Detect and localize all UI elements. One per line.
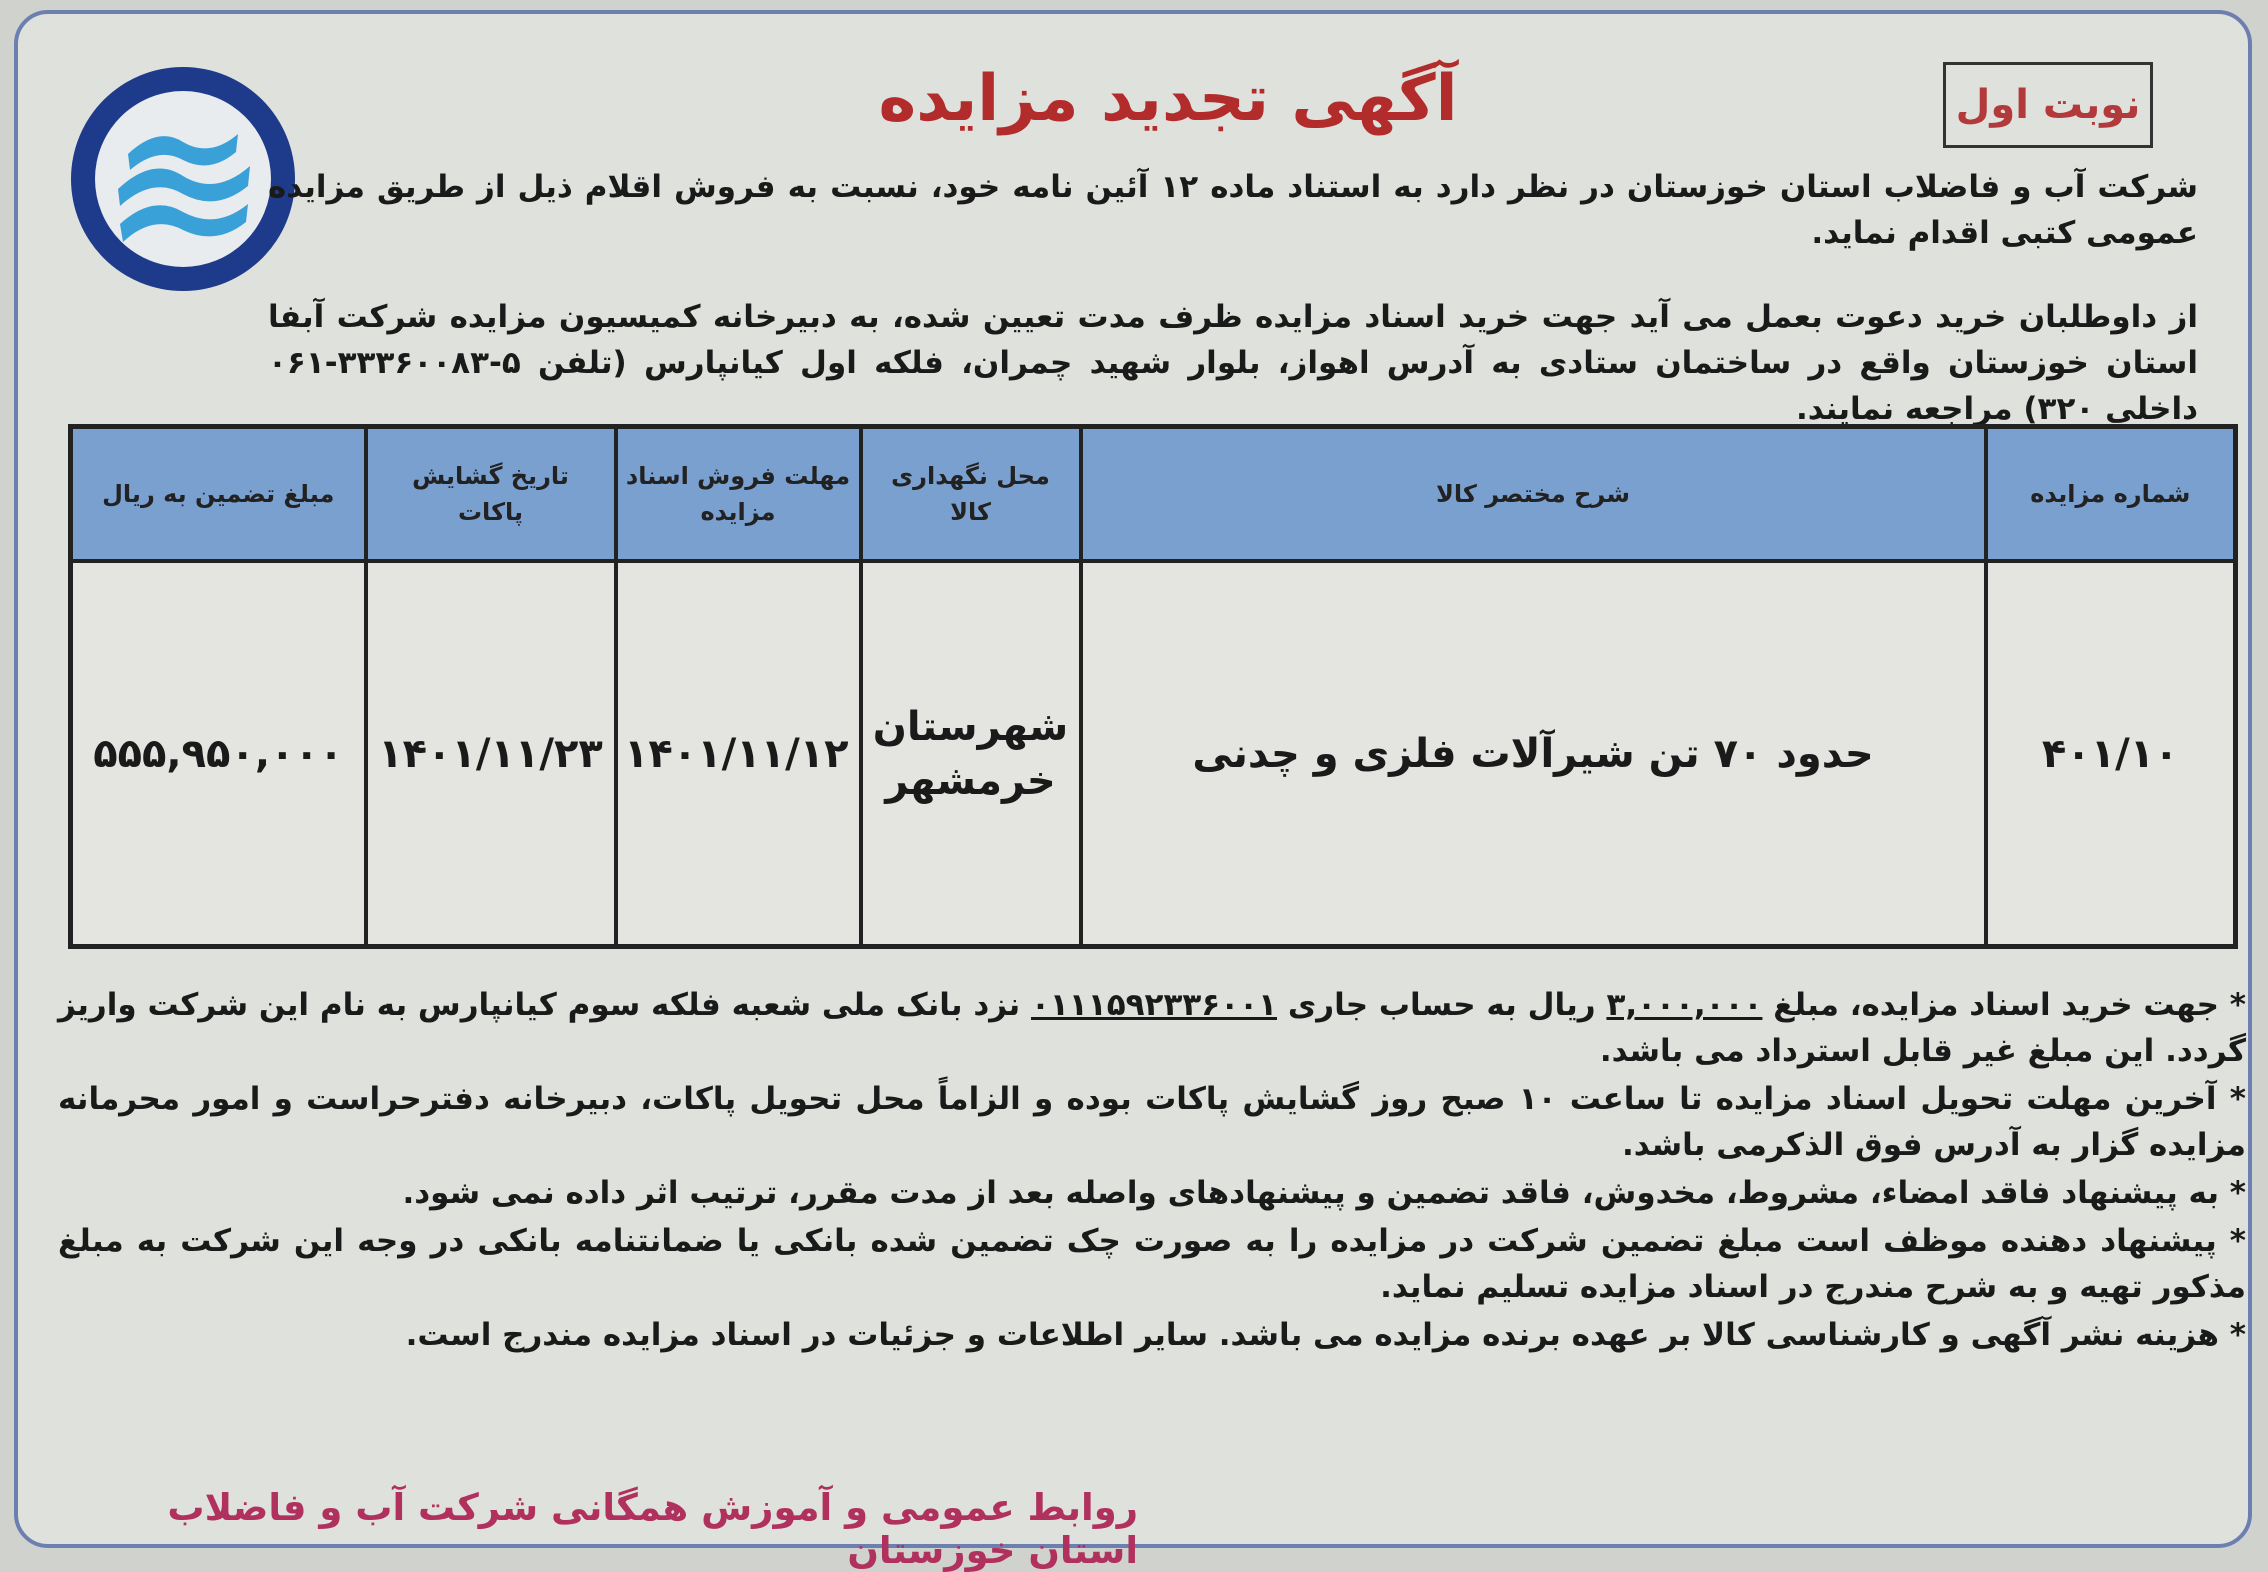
bullet-1-part-b: ریال به حساب جاری <box>1287 987 1596 1023</box>
auction-table <box>68 424 2238 949</box>
cell-auction-no: ۴۰۱/۱۰ <box>1986 561 2236 947</box>
cell-description: حدود ۷۰ تن شیرآلات فلزی و چدنی <box>1081 561 1986 947</box>
list-item: * به پیشنهاد فاقد امضاء، مشروط، مخدوش، فاقد تضمین و پیشنهادهای واصله بعد از مدت مقرر، ترتیب اثر داده نمی شود. <box>402 1175 2246 1211</box>
list-item <box>58 982 2246 1074</box>
list-item: * پیشنهاد دهنده موظف است مبلغ تضمین شرکت در مزایده را به صورت چک تضمین شده بانکی یا ضمانتنامه بانکی در وجه این شرکت به مبلغ مذکور تهیه و به شرح مندرج در اسناد مزایده تسلیم نماید. <box>58 1223 2246 1305</box>
page-title: آگهی تجدید مزایده <box>878 62 1458 136</box>
storage-line-2: خرمشهر <box>885 757 1056 804</box>
round-label: نوبت اول <box>1943 62 2153 148</box>
cell-storage <box>861 561 1081 947</box>
intro-paragraph: شرکت آب و فاضلاب استان خوزستان در نظر دارد به استناد ماده ۱۲ آئین نامه خود، نسبت به فروش اقلام ذیل از طریق مزایده عمومی کتبی اقدام نماید. <box>268 169 2198 251</box>
cell-opening-date: ۱۴۰۱/۱۱/۲۳ <box>366 561 616 947</box>
header-auction-no: شماره مزایده <box>1986 427 2236 562</box>
storage-line-1: شهرستان <box>872 703 1069 750</box>
notice-page <box>14 10 2252 1572</box>
header-opening-date: تاریخ گشایش پاکات <box>366 427 616 562</box>
header-guarantee: مبلغ تضمین به ریال <box>71 427 366 562</box>
header-description: شرح مختصر کالا <box>1081 427 1986 562</box>
bullet-1-part-c: نزد بانک ملی شعبه فلکه سوم کیانپارس به نام این شرکت واریز گردد. این مبلغ غیر قابل استرداد می باشد. <box>58 987 2246 1069</box>
footer-credit: روابط عمومی و آموزش همگانی شرکت آب و فاضلاب استان خوزستان <box>167 1486 1138 1572</box>
table-row <box>71 561 2236 947</box>
bullet-1-part-a: * جهت خرید اسناد مزایده، مبلغ <box>1773 987 2247 1023</box>
cell-guarantee: ۵۵۵,۹۵۰,۰۰۰ <box>71 561 366 947</box>
list-item: * هزینه نشر آگهی و کارشناسی کالا بر عهده برنده مزایده می باشد. سایر اطلاعات و جزئیات در اسناد مزایده مندرج است. <box>405 1317 2246 1353</box>
document-fee-amount: ۳,۰۰۰,۰۰۰ <box>1606 987 1763 1023</box>
invitation-paragraph: از داوطلبان خرید دعوت بعمل می آید جهت خرید اسناد مزایده ظرف مدت تعیین شده، به دبیرخانه کمیسیون مزایده شرکت آبفا استان خوزستان واقع در ساختمان ستادی به آدرس اهواز، بلوار شهید چمران، فلکه اول کیانپارس (تلفن ۵-۳۳۳۶۰۰۸۳-۰۶۱ داخلی ۳۲۰) مراجعه نمایند. <box>268 299 2198 427</box>
account-number: ۰۱۱۱۵۹۲۳۳۶۰۰۱ <box>1031 987 1277 1023</box>
header-sale-deadline: مهلت فروش اسناد مزایده <box>616 427 861 562</box>
header-storage: محل نگهداری کالا <box>861 427 1081 562</box>
table-header-row <box>71 427 2236 562</box>
cell-sale-deadline: ۱۴۰۱/۱۱/۱۲ <box>616 561 861 947</box>
terms-list <box>58 982 2246 1360</box>
list-item: * آخرین مهلت تحویل اسناد مزایده تا ساعت ۱۰ صبح روز گشایش پاکات بوده و الزاماً محل تحویل پاکات، دبیرخانه دفترحراست و امور محرمانه مزایده گزار به آدرس فوق الذکرمی باشد. <box>58 1081 2246 1163</box>
